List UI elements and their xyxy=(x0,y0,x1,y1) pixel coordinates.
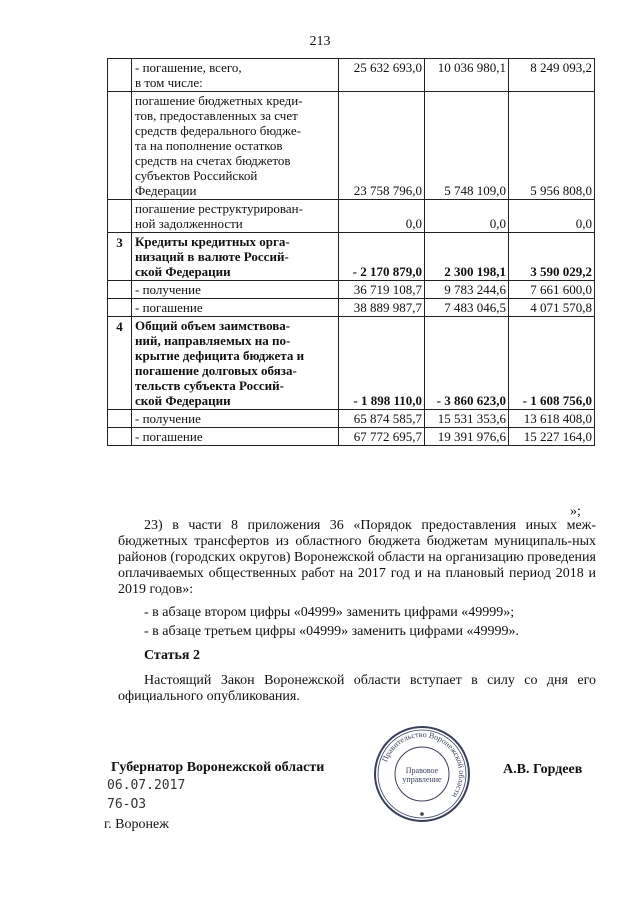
law-date: 06.07.2017 xyxy=(107,778,186,793)
value-2017-cell: 25 632 693,0 xyxy=(339,59,425,92)
value-2019-cell: - 1 608 756,0 xyxy=(509,317,595,410)
city: г. Воронеж xyxy=(104,817,169,832)
item-23-paragraph: 23) в части 8 приложения 36 «Порядок предоставления иных меж-бюджетных трансфертов из областного бюджета бюджетам муниципаль-ных районов (городских округов) Воронежской области на организацию проведения оплачиваемых общественных работ на 2017 год и на плановый период 2018 и 2019 годов»: xyxy=(118,518,596,597)
value-2018-cell: 9 783 244,6 xyxy=(425,281,509,299)
table-row xyxy=(108,428,595,446)
table-row xyxy=(108,299,595,317)
row-number-cell: 3 xyxy=(108,233,132,281)
row-label-cell: - погашение, всего, в том числе: xyxy=(132,59,339,92)
seal-center-text: управление xyxy=(402,775,442,784)
seal-dot xyxy=(420,812,424,816)
value-2017-cell: - 1 898 110,0 xyxy=(339,317,425,410)
value-2017-cell: 67 772 695,7 xyxy=(339,428,425,446)
row-label-cell: Кредиты кредитных орга- низаций в валюте Россий- ской Федерации xyxy=(132,233,339,281)
value-2018-cell: - 3 860 623,0 xyxy=(425,317,509,410)
row-number-cell xyxy=(108,59,132,92)
row-number-cell xyxy=(108,92,132,200)
value-2019-cell: 13 618 408,0 xyxy=(509,410,595,428)
bullet-1: - в абзаце втором цифры «04999» заменить цифрами «49999»; xyxy=(144,605,515,620)
value-2018-cell: 15 531 353,6 xyxy=(425,410,509,428)
signature-title: Губернатор Воронежской области xyxy=(111,760,325,775)
table-row xyxy=(108,281,595,299)
value-2019-cell: 5 956 808,0 xyxy=(509,92,595,200)
row-number-cell xyxy=(108,299,132,317)
row-label-cell: - погашение xyxy=(132,428,339,446)
bullet-2: - в абзаце третьем цифры «04999» заменить цифрами «49999». xyxy=(144,624,520,639)
table-row xyxy=(108,410,595,428)
value-2019-cell: 8 249 093,2 xyxy=(509,59,595,92)
value-2018-cell: 19 391 976,6 xyxy=(425,428,509,446)
row-label-cell: Общий объем заимствова- ний, направляемых на по- крытие дефицита бюджета и погашение долговых обяза- тельств субъекта Россий- ской Федерации xyxy=(132,317,339,410)
row-number-cell xyxy=(108,200,132,233)
value-2019-cell: 4 071 570,8 xyxy=(509,299,595,317)
row-number-cell: 4 xyxy=(108,317,132,410)
table-row xyxy=(108,317,595,410)
value-2017-cell: 23 758 796,0 xyxy=(339,92,425,200)
official-seal xyxy=(372,724,472,824)
borrowings-table xyxy=(107,58,595,446)
value-2019-cell: 7 661 600,0 xyxy=(509,281,595,299)
table-row xyxy=(108,59,595,92)
value-2018-cell: 7 483 046,5 xyxy=(425,299,509,317)
seal-center-text: Правовое xyxy=(405,766,439,775)
value-2018-cell: 10 036 980,1 xyxy=(425,59,509,92)
value-2017-cell: 65 874 585,7 xyxy=(339,410,425,428)
law-number: 76-ОЗ xyxy=(107,797,147,812)
table-row xyxy=(108,233,595,281)
value-2017-cell: - 2 170 879,0 xyxy=(339,233,425,281)
value-2018-cell: 2 300 198,1 xyxy=(425,233,509,281)
row-label-cell: погашение реструктурирован- ной задолженности xyxy=(132,200,339,233)
value-2019-cell: 3 590 029,2 xyxy=(509,233,595,281)
row-number-cell xyxy=(108,281,132,299)
seal-ring-text: Правительство Воронежской области xyxy=(380,729,467,800)
row-label-cell: погашение бюджетных креди- тов, предоставленных за счет средств федерального бюдже- та на пополнение остатков средств на счетах бюджетов субъектов Российской Федерации xyxy=(132,92,339,200)
value-2019-cell: 15 227 164,0 xyxy=(509,428,595,446)
value-2018-cell: 0,0 xyxy=(425,200,509,233)
value-2017-cell: 36 719 108,7 xyxy=(339,281,425,299)
row-label-cell: - получение xyxy=(132,281,339,299)
table-body xyxy=(108,59,595,446)
value-2017-cell: 38 889 987,7 xyxy=(339,299,425,317)
value-2017-cell: 0,0 xyxy=(339,200,425,233)
value-2019-cell: 0,0 xyxy=(509,200,595,233)
article-heading: Статья 2 xyxy=(144,648,200,663)
row-number-cell xyxy=(108,410,132,428)
closing-quote: »; xyxy=(570,504,581,519)
article-text: Настоящий Закон Воронежской области вступает в силу со дня его официального опубликования. xyxy=(118,673,596,704)
page-number: 213 xyxy=(309,34,331,49)
value-2018-cell: 5 748 109,0 xyxy=(425,92,509,200)
row-label-cell: - погашение xyxy=(132,299,339,317)
row-label-cell: - получение xyxy=(132,410,339,428)
table-row xyxy=(108,200,595,233)
row-number-cell xyxy=(108,428,132,446)
table-row xyxy=(108,92,595,200)
signature-name: А.В. Гордеев xyxy=(503,762,583,777)
